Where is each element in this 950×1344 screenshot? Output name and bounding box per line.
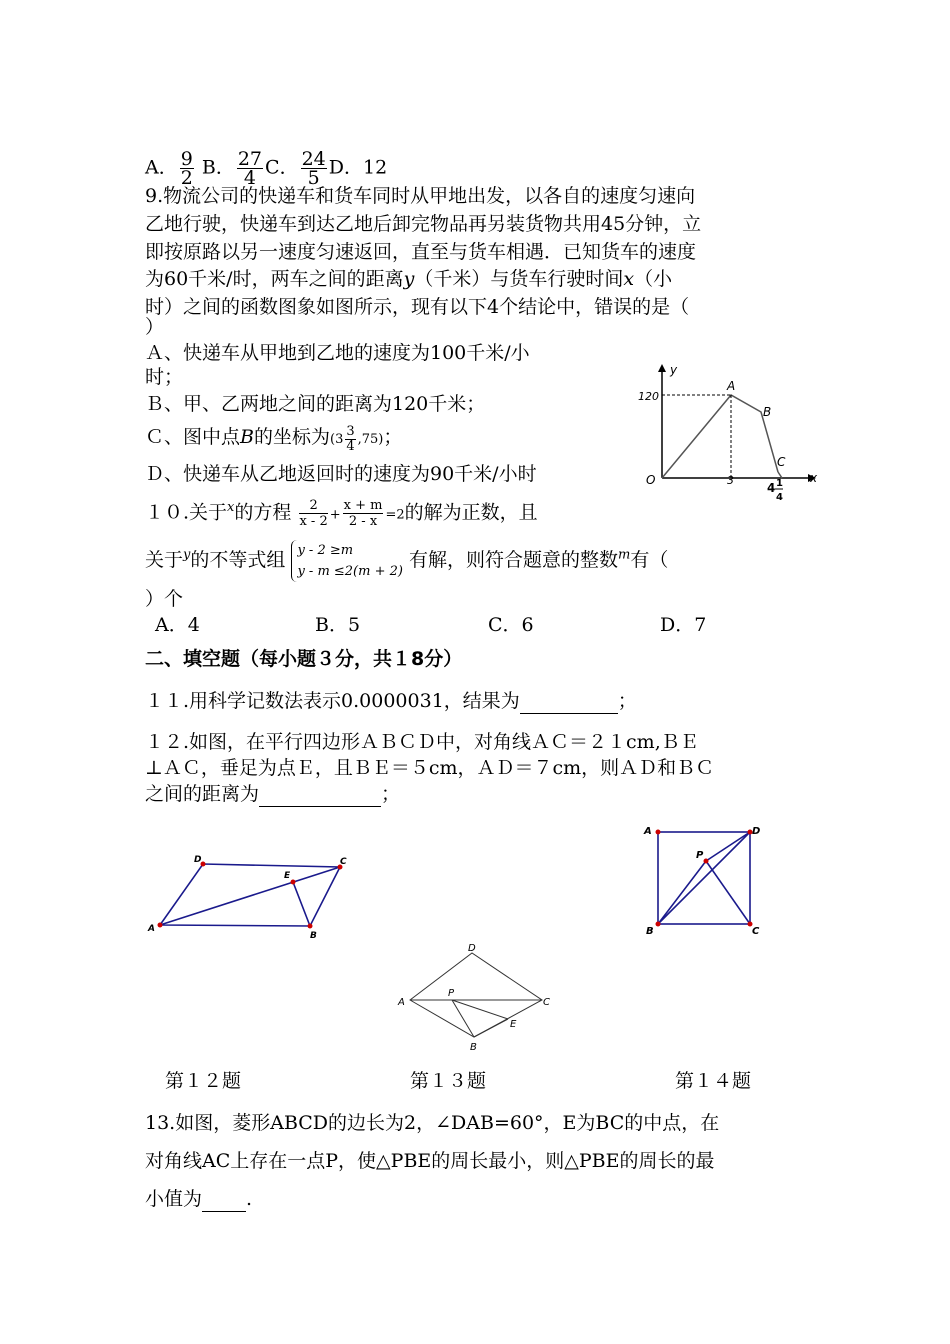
figure-q12 (140, 848, 360, 940)
q10-option-c: C．6 (488, 614, 534, 636)
q12-line3: 之间的距离为 ； (145, 783, 401, 805)
q10-option-a: A．4 (155, 614, 200, 636)
fig14-label-a: A (644, 826, 652, 837)
fig12-label-c: C (340, 857, 347, 867)
q12-line2: ⊥ＡＣ，垂足为点Ｅ，且ＢＥ＝５cm，ＡＤ＝７cm，则ＡＤ和ＢＣ (145, 757, 715, 779)
figure-q14 (640, 820, 770, 940)
q9-line1: 9.物流公司的快递车和货车同时从甲地出发，以各自的速度匀速向 (145, 185, 696, 207)
graph-point-b: B (763, 405, 772, 419)
fig12-label-d: D (194, 855, 202, 865)
q9-option-a-cont: 时； (145, 366, 184, 388)
q11-answer-blank (520, 693, 618, 714)
q9-line2: 乙地行驶，快递车到达乙地后卸完物品再另装货物共用45分钟，立 (145, 213, 702, 235)
fig12-label-b: B (310, 931, 317, 940)
fig14-label-p: P (696, 850, 704, 861)
caption-q13: 第１３题 (410, 1070, 487, 1092)
q13-line1: 13.如图，菱形ABCD的边长为2，∠DAB=60°，E为BC的中点，在 (145, 1112, 720, 1134)
q8-options: A． $\frac{9}{2}$ B． $\frac{27}{4}$ C． $\frac{24}{5}$ D．12 (145, 148, 388, 189)
fig12-label-a: A (148, 924, 155, 934)
q9-line3: 即按原路以另一速度匀速返回，直至与货车相遇．已知货车的速度 (145, 241, 697, 263)
caption-q14: 第１４题 (675, 1070, 752, 1092)
q10-option-d: D．7 (660, 614, 707, 636)
fig14-label-d: D (752, 826, 761, 837)
q9-option-c: Ｃ、图中点B的坐标为(3 $\frac{3}{4}$ ,75)； (145, 424, 403, 454)
fig13-label-e: E (510, 1019, 517, 1030)
graph-tick-4: 4 (767, 481, 776, 495)
graph-point-a: A (727, 379, 736, 393)
graph-x-label: x (810, 471, 818, 485)
caption-q12: 第１２题 (165, 1070, 242, 1092)
q9-line4: 为60千米/时，两车之间的距离y（千米）与货车行驶时间x（小 (145, 268, 673, 290)
q9-option-b: Ｂ、甲、乙两地之间的距离为120千米； (145, 393, 486, 415)
fig13-label-a: A (398, 997, 405, 1008)
q13-line3: 小值为 . (145, 1188, 253, 1210)
fig14-label-c: C (752, 926, 760, 937)
graph-tick-frac-num: 1 (776, 478, 783, 489)
graph-tick-frac-den: 4 (776, 492, 783, 503)
q10-option-b: B．5 (315, 614, 361, 636)
fig14-label-b: B (646, 926, 654, 937)
fig12-label-e: E (284, 871, 291, 881)
q9-line5: 时）之间的函数图象如图所示，现有以下4个结论中，错误的是（ (145, 296, 690, 318)
q9-option-d: Ｄ、快递车从乙地返回时的速度为90千米/小时 (145, 463, 537, 485)
q13-answer-blank (202, 1191, 246, 1212)
q11: １１.用科学记数法表示0.0000031，结果为 ； (145, 690, 637, 712)
section-2-heading: 二、填空题（每小题３分，共１8分） (145, 648, 463, 670)
q9-graph (630, 360, 820, 510)
fig13-label-c: C (543, 997, 550, 1008)
q9-option-a: Ａ、快递车从甲地到乙地的速度为100千米/小 (145, 342, 530, 364)
fig13-label-b: B (470, 1042, 477, 1053)
q10-line1: １０.关于$^x$的方程 $\frac{2}{x - 2}$ + $\frac{x + m}{2 - x}$ =2的解为正数，且 (145, 497, 538, 529)
graph-y-label: y (670, 363, 678, 377)
q9-line6: ） (145, 316, 165, 338)
graph-point-c: C (777, 455, 786, 469)
q10-line3: ）个 (145, 588, 184, 610)
fig13-label-d: D (468, 943, 476, 954)
fig13-label-p: P (448, 988, 455, 999)
graph-tick-120: 120 (638, 390, 659, 403)
graph-tick-3: 3 (727, 474, 734, 487)
q10-line2: 关于$^y$的不等式组 y - 2 ≥m y - m ≤2(m + 2) 有解，则符合题意的整数$^m$有（ (145, 540, 668, 582)
q12-line1: １２.如图，在平行四边形ＡＢＣＤ中，对角线ＡＣ＝２１cm,ＢＥ (145, 731, 699, 753)
q13-line2: 对角线AC上存在一点P，使△PBE的周长最小，则△PBE的周长的最 (145, 1150, 715, 1172)
graph-origin: O (646, 473, 656, 487)
q12-answer-blank (259, 786, 381, 807)
figure-q13 (390, 935, 560, 1055)
